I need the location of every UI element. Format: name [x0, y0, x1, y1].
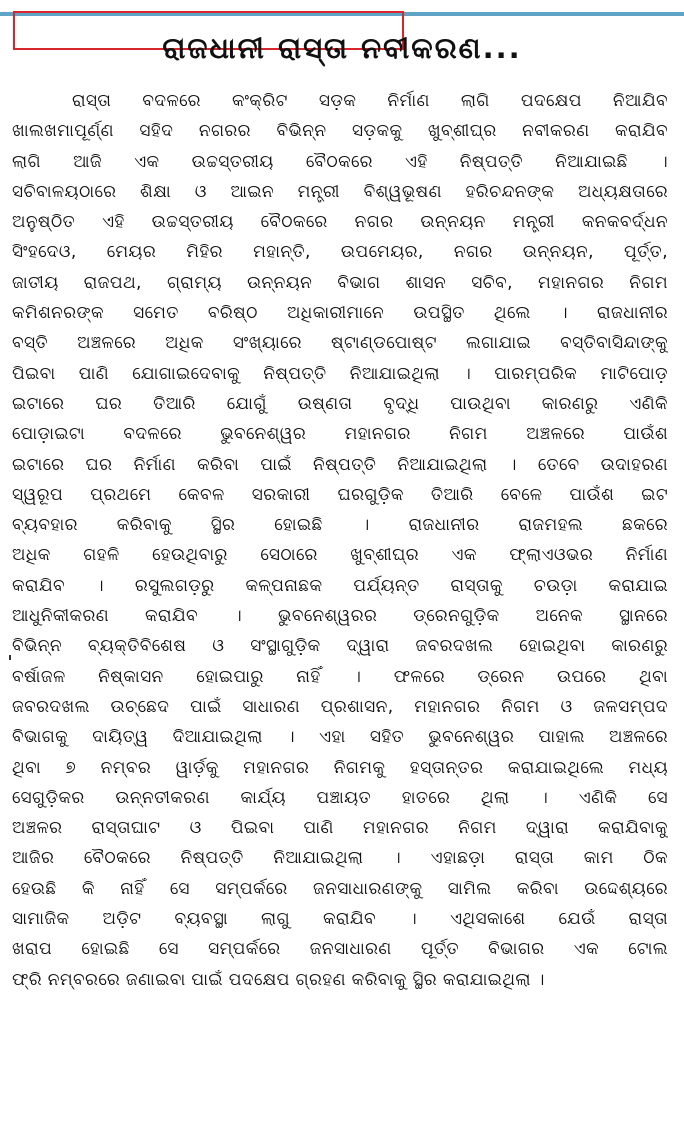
- headline: ରାଜଧାନୀ ରାସ୍ତା ନବୀକରଣ...: [162, 31, 522, 65]
- article-line: ଜବରଦଖଲ ଉଚ୍ଛେଦ ପାଇଁ ସାଧାରଣ ପ୍ରଶାସନ, ମହାନଗର ନିଗମ ଓ ଜଳସମ୍ପଦ: [12, 696, 668, 717]
- article-line: କମିଶନରଙ୍କ ସମେତ ବରିଷ୍ଠ ଅଧିକାରୀମାନେ ଉପସ୍ଥିତ ଥିଲେ । ରାଜଧାନୀର: [12, 303, 668, 324]
- article-line: କରାଯିବ । ରସୁଲଗଡ଼ରୁ କଳ୍ପନାଛକ ପର୍ଯ୍ୟନ୍ତ ରାସ୍ତାକୁ ଚଉଡ଼ା କରାଯାଇ: [12, 575, 668, 596]
- article-line: ଆଜିର ବୈଠକରେ ନିଷ୍ପତ୍ତି ନିଆଯାଇଥିଲା । ଏହାଛଡ଼ା ରାସ୍ତା କାମ ଠିକ: [12, 848, 668, 869]
- article-line: ହେଉଛି କି ନାହିଁ ସେ ସମ୍ପର୍କରେ ଜନସାଧାରଣଙ୍କୁ ସାମିଲ କରିବା ଉଦ୍ଦେଶ୍ୟରେ: [12, 878, 668, 899]
- article-line: ବିଭିନ୍ନ ବ୍ୟକ୍ତିବିଶେଷ ଓ ସଂସ୍ଥାଗୁଡ଼ିକ ଦ୍ୱାରା ଜବରଦଖଲ ହୋଇଥିବା କାରଣରୁ: [12, 636, 668, 657]
- article-line: ଆଧୁନିକୀକରଣ କରାଯିବ । ଭୁବନେଶ୍ୱରର ଡ୍ରେନଗୁଡ଼ିକ ଅନେକ ସ୍ଥାନରେ: [12, 606, 668, 627]
- article-line: ବସ୍ତି ଅଞ୍ଚଳରେ ଅଧିକ ସଂଖ୍ୟାରେ ଷ୍ଟାଣ୍ଡପୋଷ୍ଟ ଲଗାଯାଇ ବସ୍ତିବାସିନ୍ଦାଙ୍କୁ: [12, 333, 668, 354]
- article-line: ଅଧିକ ଗହଳି ହେଉଥିବାରୁ ସେଠାରେ ଖୁବ୍‌ଶୀଘ୍ର ଏକ ଫ୍ଲାଏଓଭର ନିର୍ମାଣ: [12, 545, 668, 566]
- article-line: ଇଟାରେ ଘର ତିଆରି ଯୋଗୁଁ ଉଷ୍ଣତା ବୃଦ୍ଧି ପାଉଥିବା କାରଣରୁ ଏଣିକି: [12, 393, 668, 414]
- article-line: ଖରାପ ହୋଇଛି ସେ ସମ୍ପର୍କରେ ଜନସାଧାରଣ ପୂର୍ତ୍ତ ବିଭାଗର ଏକ ଟୋଲ: [12, 939, 668, 960]
- article-line: ସାମାଜିକ ଅଡ଼ିଟ ବ୍ୟବସ୍ଥା ଲାଗୁ କରାଯିବ । ଏଥିସକାଶେ ଯେଉଁ ରାସ୍ତା: [12, 909, 668, 930]
- article-line: ବିଭାଗକୁ ଦାୟିତ୍ୱ ଦିଆଯାଇଥିଲା । ଏହା ସହିତ ଭୁବନେଶ୍ୱର ପାହାଲ ଅଞ୍ଚଳରେ: [12, 727, 668, 748]
- article-line: ଖାଲଖମାପୂର୍ଣ୍ଣ ସହିଦ ନଗରର ବିଭିନ୍ନ ସଡ଼କକୁ ଖୁବ୍‌ଶୀଘ୍ର ନବୀକରଣ କରାଯିବ: [12, 121, 668, 142]
- article-line: ବର୍ଷାଜଳ ନିଷ୍କାସନ ହୋଇପାରୁ ନାହିଁ । ଫଳରେ ଡ୍ରେନ ଉପରେ ଥିବା: [12, 666, 668, 687]
- article-line: ସ୍ୱରୂପ ପ୍ରଥମେ କେବଳ ସରକାରୀ ଘରଗୁଡ଼ିକ ତିଆରି ବେଳେ ପାଉଁଶ ଇଟ: [12, 484, 668, 505]
- article-line: ଅଞ୍ଚଳର ରାସ୍ତାଘାଟ ଓ ପିଇବା ପାଣି ମହାନଗର ନିଗମ ଦ୍ୱାରା କରାଯିବାକୁ: [12, 818, 668, 839]
- article-line: ପିଇବା ପାଣି ଯୋଗାଇଦେବାକୁ ନିଷ୍ପତ୍ତି ନିଆଯାଇଥିଲା । ପାରମ୍ପରିକ ମାଟିପୋଡ଼: [12, 363, 668, 384]
- article-body: [12, 86, 668, 995]
- article-line: ରାସ୍ତା ବଦଳରେ କଂକ୍ରିଟ ସଡ଼କ ନିର୍ମାଣ ଲାଗି ପଦକ୍ଷେପ ନିଆଯିବ: [72, 91, 668, 111]
- article-line: ଇଟାରେ ଘର ନିର୍ମାଣ କରିବା ପାଇଁ ନିଷ୍ପତ୍ତି ନିଆଯାଇଥିଲା । ତେବେ ଉଦାହରଣ: [12, 454, 668, 475]
- article-line: ଅନୁଷ୍ଠିତ ଏହି ଉଚ୍ଚସ୍ତରୀୟ ବୈଠକରେ ନଗର ଉନ୍ନୟନ ମନ୍ତ୍ରୀ କନକବର୍ଦ୍ଧନ: [12, 212, 668, 233]
- article-line: ସେଗୁଡ଼ିକର ଉନ୍ନତୀକରଣ କାର୍ଯ୍ୟ ପଞ୍ଚାୟତ ହାତରେ ଥିଲା । ଏଣିକି ସେ: [12, 787, 668, 808]
- article-line: ସଚିବାଳୟଠାରେ ଶିକ୍ଷା ଓ ଆଇନ ମନ୍ତ୍ରୀ ବିଶ୍ୱଭୂଷଣ ହରିଚନ୍ଦନଙ୍କ ଅଧ୍ୟକ୍ଷତାରେ: [12, 181, 668, 202]
- margin-mark: [9, 655, 11, 660]
- article-line: ଥିବା ୭ ନମ୍ବର ୱାର୍ଡ଼କୁ ମହାନଗର ନିଗମକୁ ହସ୍ତାନ୍ତର କରାଯାଇଥିଲେ ମଧ୍ୟ: [12, 757, 668, 778]
- article-line: ଜାତୀୟ ରାଜପଥ, ଗ୍ରାମ୍ୟ ଉନ୍ନୟନ ବିଭାଗ ଶାସନ ସଚିବ, ମହାନଗର ନିଗମ: [12, 272, 668, 293]
- article-line: ପୋଡ଼ାଇଟା ବଦଳରେ ଭୁବନେଶ୍ୱର ମହାନଗର ନିଗମ ଅଞ୍ଚଳରେ ପାଉଁଶ: [12, 424, 668, 445]
- article-line: ବ୍ୟବହାର କରିବାକୁ ସ୍ଥିର ହୋଇଛି । ରାଜଧାନୀର ରାଜମହଲ ଛକରେ: [12, 515, 668, 536]
- article-line: ସିଂହଦେଓ, ମେୟର ମିହିର ମହାନ୍ତି, ଉପମେୟର, ନଗର ଉନ୍ନୟନ, ପୂର୍ତ୍ତ,: [12, 242, 668, 263]
- article-line: ଫ୍ରି ନମ୍ବରରେ ଜଣାଇବା ପାଇଁ ପଦକ୍ଷେପ ଗ୍ରହଣ କରିବାକୁ ସ୍ଥିର କରାଯାଇଥିଲା ।: [12, 969, 545, 990]
- article-line: ଲାଗି ଆଜି ଏକ ଉଚ୍ଚସ୍ତରୀୟ ବୈଠକରେ ଏହି ନିଷ୍ପତ୍ତି ନିଆଯାଇଛି ।: [12, 151, 668, 172]
